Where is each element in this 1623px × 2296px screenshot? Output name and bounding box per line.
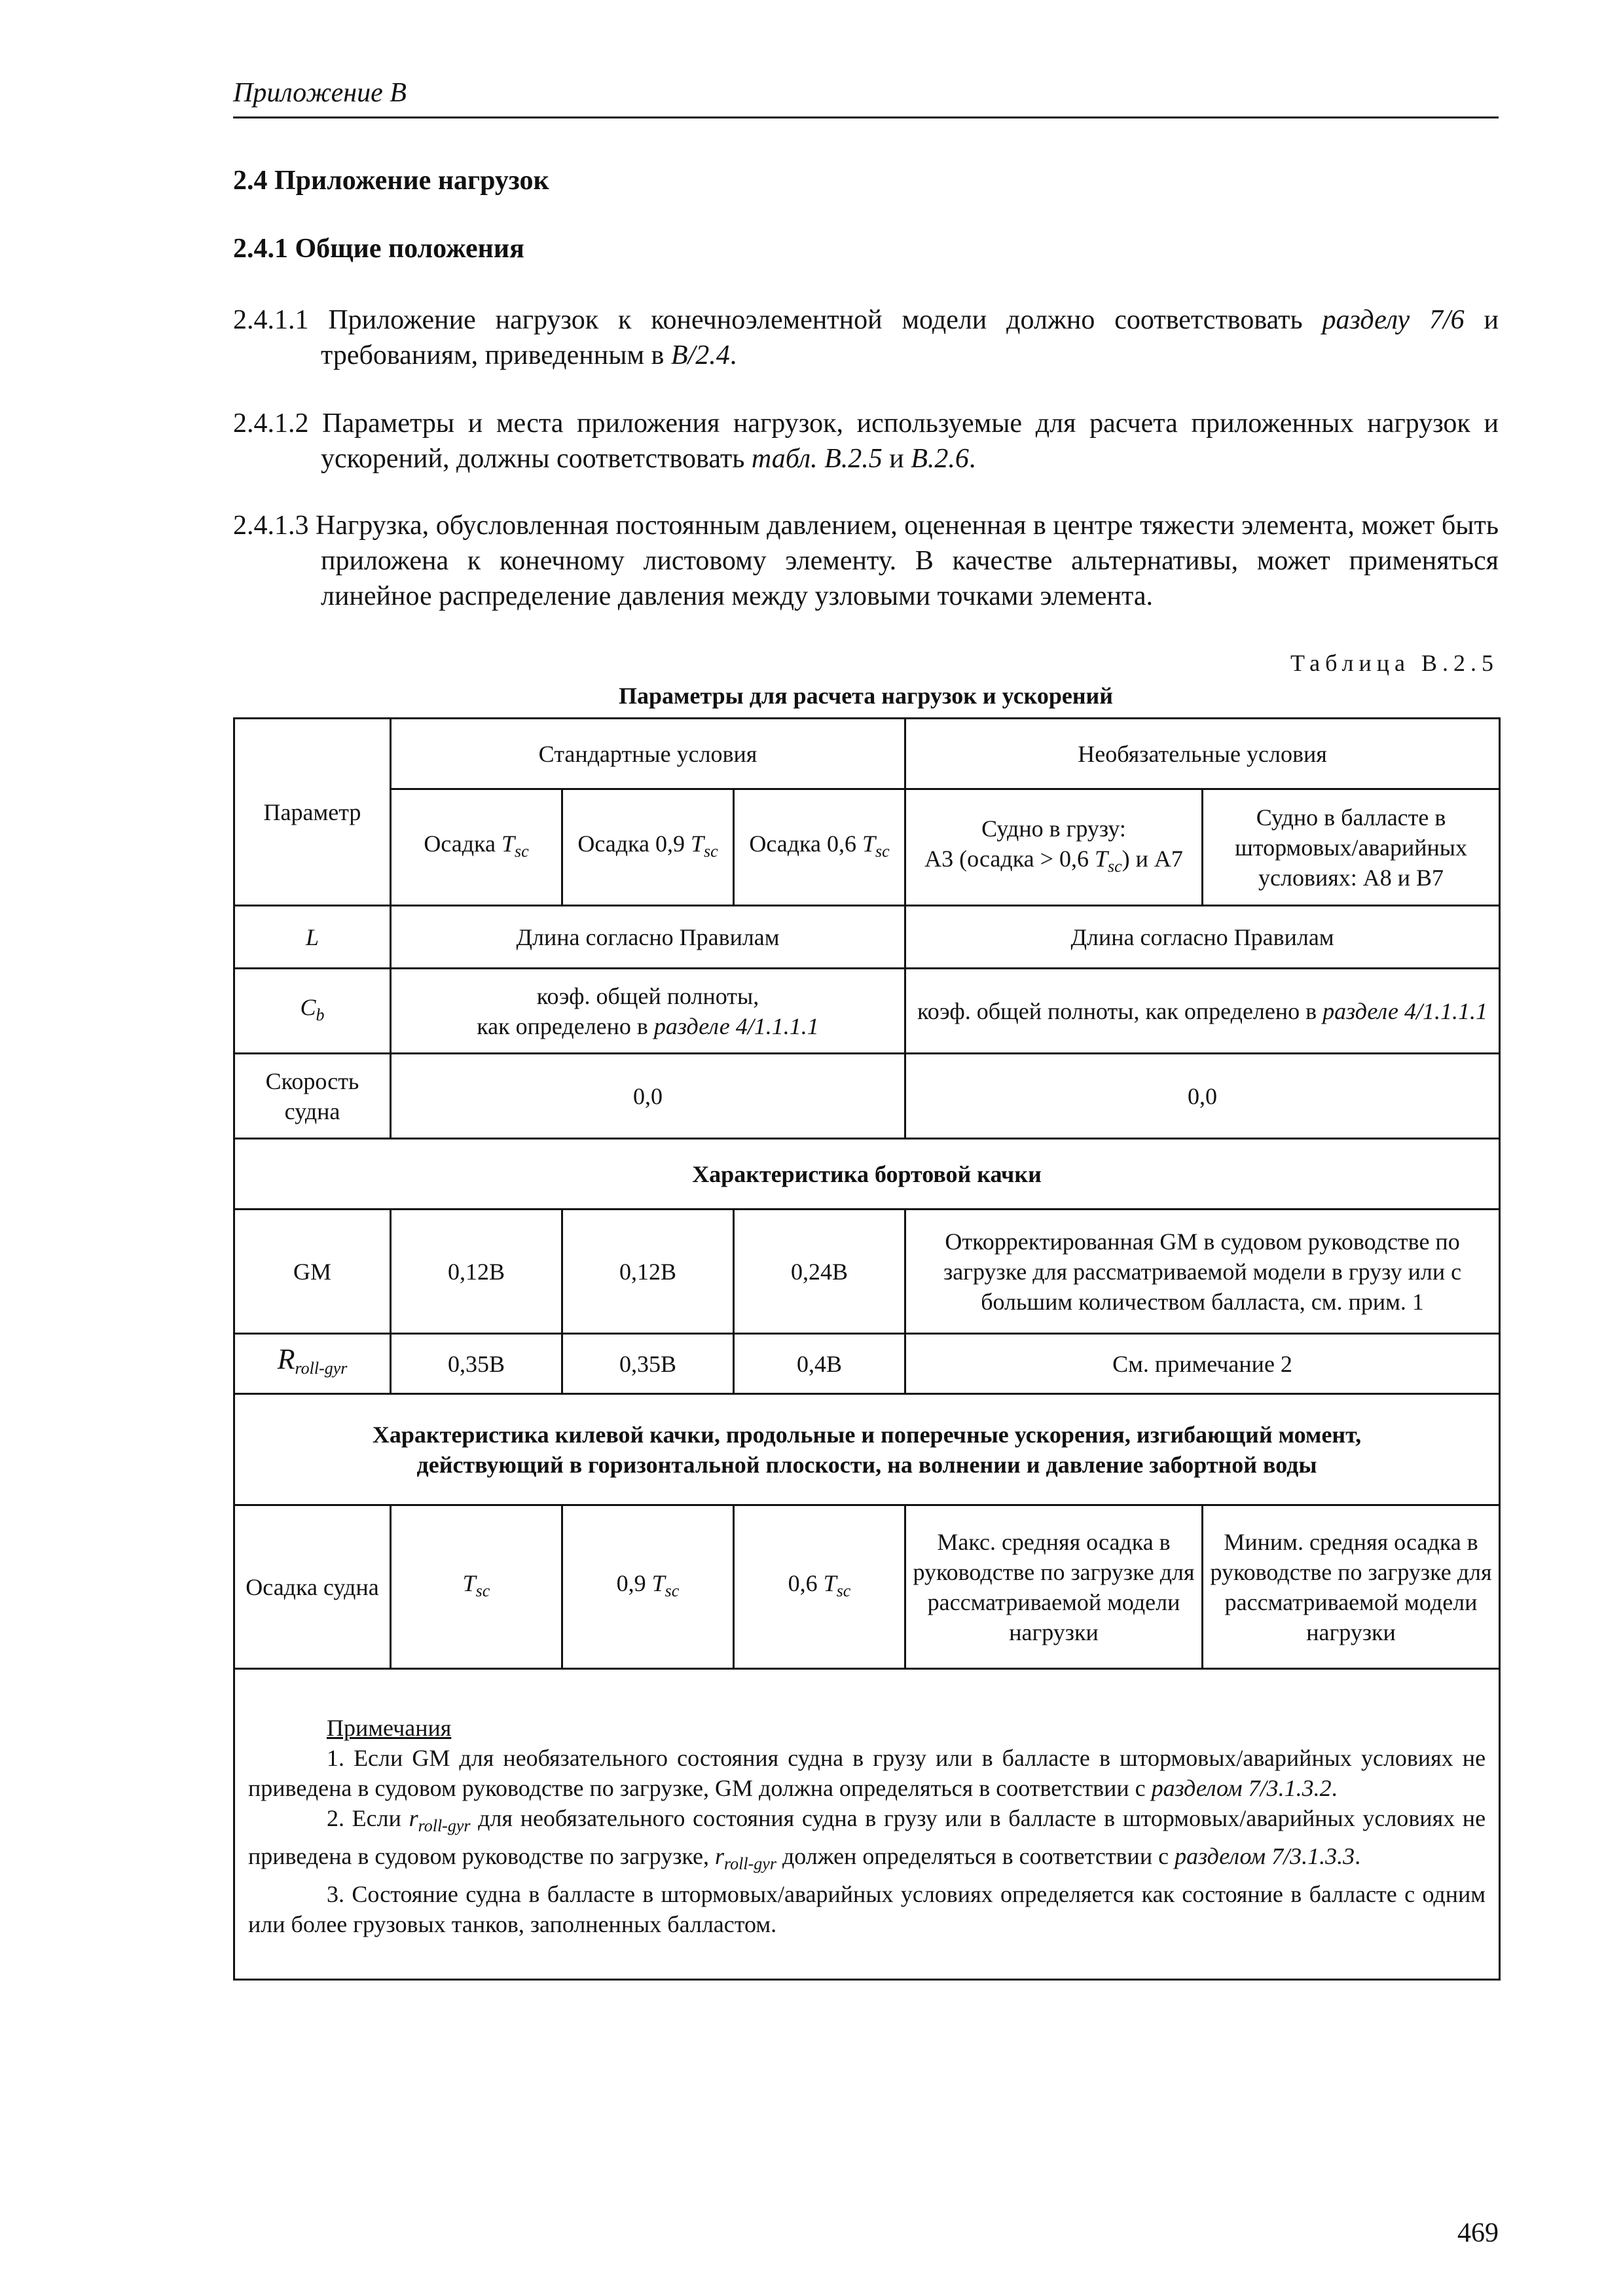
row-R-optional: См. примечание 2 [905,1334,1500,1394]
row-label-GM: GM [234,1210,391,1334]
row-speed-standard: 0,0 [391,1054,905,1139]
row-label-Cb: $C_b$ [234,969,391,1054]
row-label-R: $R_{roll-gyr}$ [234,1334,391,1394]
row-Cb-standard: коэф. общей полноты, как определено в разделе 4/1.1.1.1 [391,969,905,1054]
paragraph-2-4-1-3: 2.4.1.3 Нагрузка, обусловленная постоянным давлением, оцененная в центре тяжести элемента, может быть приложена к конечному листовому элементу. В качестве альтернативы, может применяться линейное распределение давления между узловыми точками элемента. [233,511,1499,611]
pitch-section-header: Характеристика килевой качки, продольные и поперечные ускорения, изгибающий момент, действующий в горизонтальной плоскости, на волнении и давление забортной воды [234,1394,1500,1505]
draft-06tsc-header: Осадка 0,6 $T_{sc}$ [734,789,905,906]
subsection-title: 2.4.1 Общие положения [233,234,524,264]
running-header: Приложение В [233,78,407,108]
row-speed-optional: 0,0 [905,1054,1500,1139]
note-1: 1. Если GM для необязательного состояния судна в грузу или в балласте в штормовых/аварийных условиях не приведена в судовом руководстве по загрузке, GM должна определяться в соответствии с разделом 7/3.1.3.2. [248,1745,1486,1801]
row-R-value: 0,4B [734,1334,905,1394]
standard-conditions-header: Стандартные условия [391,719,905,789]
note-2: 2. Если $r_{roll-gyr}$ для необязательного состояния судна в грузу или в балласте в штормовых/аварийных условиях не приведена в судовом руководстве по загрузке, $r_{roll-gyr}$ должен определяться в соответствии с разделом 7/3.1.3.3. [248,1805,1486,1873]
row-draft-value: 0,9 $T_{sc}$ [562,1505,734,1669]
reference-link: В/2.4 [670,340,730,370]
row-R-value: 0,35B [562,1334,734,1394]
row-L-optional: Длина согласно Правилам [905,906,1500,969]
paragraph-2-4-1-1: 2.4.1.1 Приложение нагрузок к конечноэлементной модели должно соответствовать разделу 7/6 и требованиям, приведенным в В/2.4. [233,305,1499,370]
row-Cb-optional: коэф. общей полноты, как определено в разделе 4/1.1.1.1 [905,969,1500,1054]
row-L-standard: Длина согласно Правилам [391,906,905,969]
row-label-draft: Осадка судна [234,1505,391,1669]
notes-cell [234,1669,1500,1980]
page-number: 469 [1457,2218,1499,2248]
notes-title: Примечания [327,1715,452,1741]
header-rule [233,117,1499,118]
row-draft-value: $T_{sc}$ [391,1505,562,1669]
note-3: 3. Состояние судна в балласте в штормовых/аварийных условиях определяется как состояние в балласте с одним или более грузовых танков, заполненных балластом. [248,1881,1486,1937]
row-R-value: 0,35B [391,1334,562,1394]
row-draft-optional-min: Миним. средняя осадка в руководстве по загрузке для рассматриваемой модели нагрузки [1203,1505,1500,1669]
heavy-ballast-header: Судно в балласте в штормовых/аварийных условиях: А8 и В7 [1203,789,1500,906]
reference-link: В.2.6 [911,444,969,474]
reference-link: табл. В.2.5 [751,444,883,474]
row-draft-value: 0,6 $T_{sc}$ [734,1505,905,1669]
table-label: Таблица В.2.5 [1290,650,1499,676]
reference-link: разделу 7/6 [1322,305,1465,335]
section-title: 2.4 Приложение нагрузок [233,166,549,196]
row-GM-value: 0,12B [562,1210,734,1334]
row-draft-optional-max: Макс. средняя осадка в руководстве по загрузке для рассматриваемой модели нагрузки [905,1505,1203,1669]
optional-conditions-header: Необязательные условия [905,719,1500,789]
row-label-L: L [234,906,391,969]
param-header: Параметр [234,719,391,906]
table-title: Параметры для расчета нагрузок и ускорений [618,683,1114,709]
row-GM-value: 0,24B [734,1210,905,1334]
roll-section-header: Характеристика бортовой качки [234,1139,1500,1210]
row-label-speed: Скорость судна [234,1054,391,1139]
paragraph-2-4-1-2: 2.4.1.2 Параметры и места приложения нагрузок, используемые для расчета приложенных нагрузок и ускорений, должны соответствовать табл. В.2.5 и В.2.6. [233,408,1499,474]
row-GM-optional: Откорректированная GM в судовом руководстве по загрузке для рассматриваемой модели в грузу или с большим количеством балласта, см. прим. 1 [905,1210,1500,1334]
draft-tsc-header: Осадка $T_{sc}$ [391,789,562,906]
loaded-condition-header: Судно в грузу: А3 (осадка > 0,6 $T_{sc}$) и А7 [905,789,1203,906]
row-GM-value: 0,12B [391,1210,562,1334]
draft-09tsc-header: Осадка 0,9 $T_{sc}$ [562,789,734,906]
parameters-table [233,717,1501,1981]
